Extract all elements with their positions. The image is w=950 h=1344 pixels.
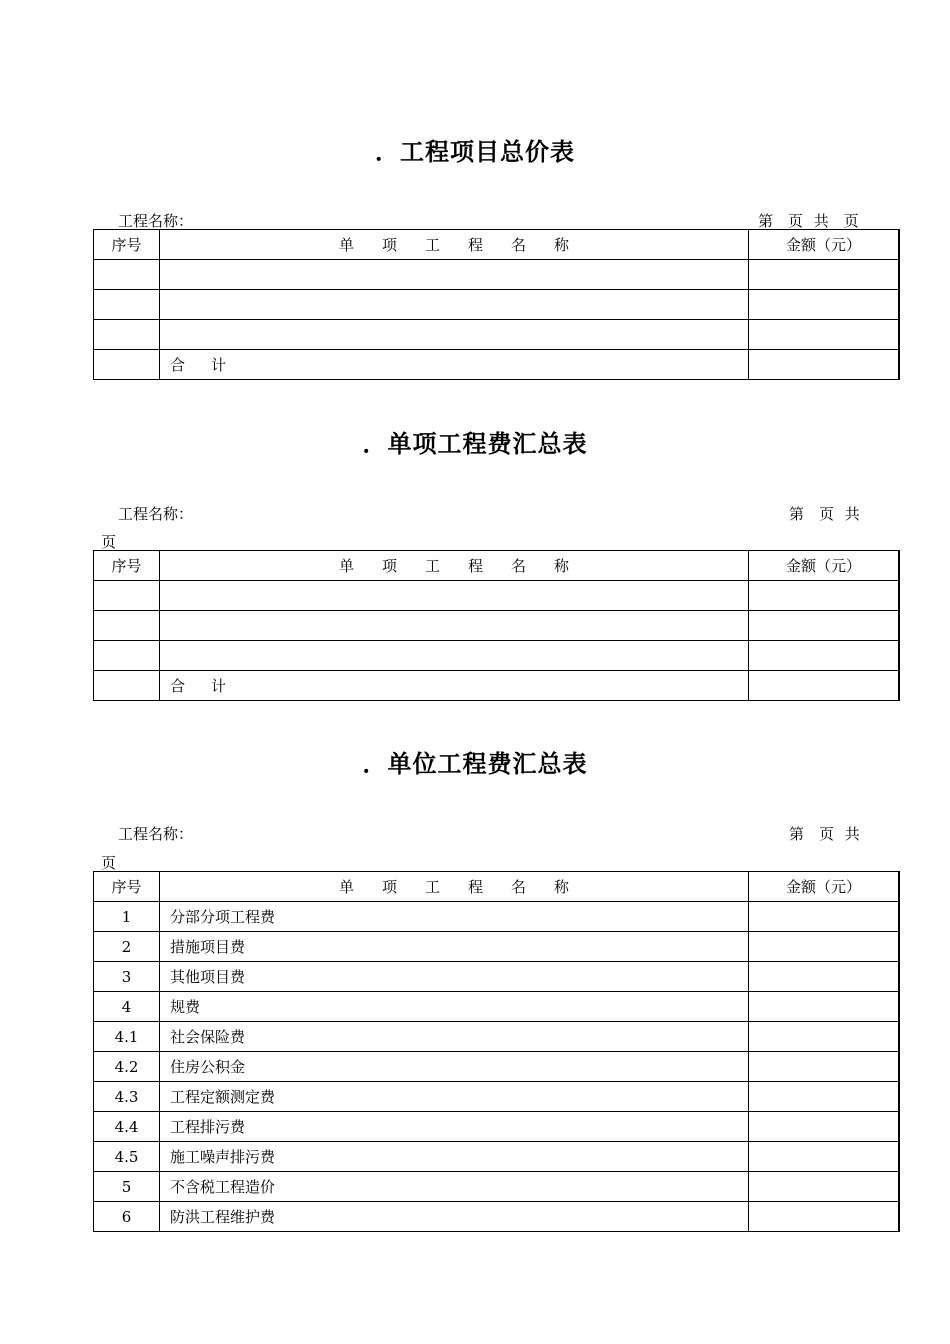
- header-seq: 序号: [94, 551, 160, 581]
- row-seq: 4.2: [94, 1052, 160, 1082]
- seq-cell[interactable]: [94, 320, 160, 350]
- row-name: 工程定额测定费: [160, 1082, 749, 1112]
- seq-cell[interactable]: [94, 671, 160, 701]
- header-seq: 序号: [94, 230, 160, 260]
- section3-table: [93, 871, 900, 1232]
- section1-project-label: 工程名称：: [118, 212, 194, 230]
- table-header-row: [94, 872, 900, 902]
- row-name: 防洪工程维护费: [160, 1202, 749, 1232]
- table-row: [94, 1142, 900, 1172]
- row-name: 住房公积金: [160, 1052, 749, 1082]
- section2-page-label-suffix: 页: [101, 533, 117, 551]
- amount-cell[interactable]: [749, 1022, 900, 1052]
- row-name: 其他项目费: [160, 962, 749, 992]
- row-name: 施工噪声排污费: [160, 1142, 749, 1172]
- row-name: 社会保险费: [160, 1022, 749, 1052]
- seq-cell[interactable]: [94, 581, 160, 611]
- section2-page-label: 第 页 共: [789, 505, 860, 523]
- row-name: 规费: [160, 992, 749, 1022]
- amount-cell[interactable]: [749, 260, 900, 290]
- amount-cell[interactable]: [749, 641, 900, 671]
- section1-title: ．工程项目总价表: [375, 137, 575, 166]
- row-seq: 3: [94, 962, 160, 992]
- row-seq: 4: [94, 992, 160, 1022]
- table-row: [94, 1022, 900, 1052]
- header-amount: 金额（元）: [749, 551, 900, 581]
- row-name: 不含税工程造价: [160, 1172, 749, 1202]
- name-cell[interactable]: [160, 260, 749, 290]
- table-row: [94, 932, 900, 962]
- amount-cell[interactable]: [749, 902, 900, 932]
- total-amount-cell[interactable]: [749, 350, 900, 380]
- seq-cell[interactable]: [94, 260, 160, 290]
- table-row: [94, 1052, 900, 1082]
- section1-table: [93, 229, 900, 380]
- section2-title: ．单项工程费汇总表: [362, 429, 588, 458]
- table-row: [94, 1172, 900, 1202]
- amount-cell[interactable]: [749, 320, 900, 350]
- amount-cell[interactable]: [749, 1082, 900, 1112]
- amount-cell[interactable]: [749, 581, 900, 611]
- row-seq: 4.4: [94, 1112, 160, 1142]
- name-cell[interactable]: [160, 320, 749, 350]
- header-name: 单项工程名称: [160, 551, 749, 581]
- table-row: [94, 992, 900, 1022]
- table-row: [94, 902, 900, 932]
- section2-project-label: 工程名称：: [118, 505, 194, 523]
- row-name: 措施项目费: [160, 932, 749, 962]
- amount-cell[interactable]: [749, 611, 900, 641]
- row-seq: 1: [94, 902, 160, 932]
- amount-cell[interactable]: [749, 1052, 900, 1082]
- name-cell[interactable]: [160, 290, 749, 320]
- header-name: 单项工程名称: [160, 230, 749, 260]
- table-row: [94, 581, 900, 611]
- seq-cell[interactable]: [94, 290, 160, 320]
- table-row: [94, 611, 900, 641]
- table-row: [94, 260, 900, 290]
- table-row: [94, 320, 900, 350]
- amount-cell[interactable]: [749, 290, 900, 320]
- total-amount-cell[interactable]: [749, 671, 900, 701]
- table-header-row: [94, 551, 900, 581]
- table-header-row: [94, 230, 900, 260]
- total-label: 合计: [170, 356, 253, 374]
- amount-cell[interactable]: [749, 932, 900, 962]
- amount-cell[interactable]: [749, 992, 900, 1022]
- table-row: [94, 962, 900, 992]
- row-seq: 6: [94, 1202, 160, 1232]
- table-row: [94, 1082, 900, 1112]
- section3-page-label: 第 页 共: [789, 825, 860, 843]
- section3-page-label-suffix: 页: [101, 854, 117, 872]
- table-row: [94, 641, 900, 671]
- total-label: 合计: [170, 677, 253, 695]
- table-row: [94, 1202, 900, 1232]
- row-seq: 5: [94, 1172, 160, 1202]
- section1-page-label: 第 页 共 页: [758, 212, 859, 230]
- table-row: [94, 1112, 900, 1142]
- header-seq: 序号: [94, 872, 160, 902]
- total-row: [94, 350, 900, 380]
- amount-cell[interactable]: [749, 1112, 900, 1142]
- name-cell[interactable]: [160, 581, 749, 611]
- amount-cell[interactable]: [749, 1202, 900, 1232]
- amount-cell[interactable]: [749, 1142, 900, 1172]
- row-seq: 4.1: [94, 1022, 160, 1052]
- row-seq: 4.5: [94, 1142, 160, 1172]
- header-amount: 金额（元）: [749, 872, 900, 902]
- seq-cell[interactable]: [94, 350, 160, 380]
- amount-cell[interactable]: [749, 962, 900, 992]
- table-row: [94, 290, 900, 320]
- name-cell[interactable]: [160, 641, 749, 671]
- total-row: [94, 671, 900, 701]
- seq-cell[interactable]: [94, 641, 160, 671]
- name-cell[interactable]: [160, 611, 749, 641]
- header-amount: 金额（元）: [749, 230, 900, 260]
- header-name: 单项工程名称: [160, 872, 749, 902]
- section3-title: ．单位工程费汇总表: [362, 749, 588, 778]
- section2-table: [93, 550, 900, 701]
- row-name: 分部分项工程费: [160, 902, 749, 932]
- section3-project-label: 工程名称：: [118, 825, 194, 843]
- seq-cell[interactable]: [94, 611, 160, 641]
- amount-cell[interactable]: [749, 1172, 900, 1202]
- row-seq: 4.3: [94, 1082, 160, 1112]
- row-seq: 2: [94, 932, 160, 962]
- row-name: 工程排污费: [160, 1112, 749, 1142]
